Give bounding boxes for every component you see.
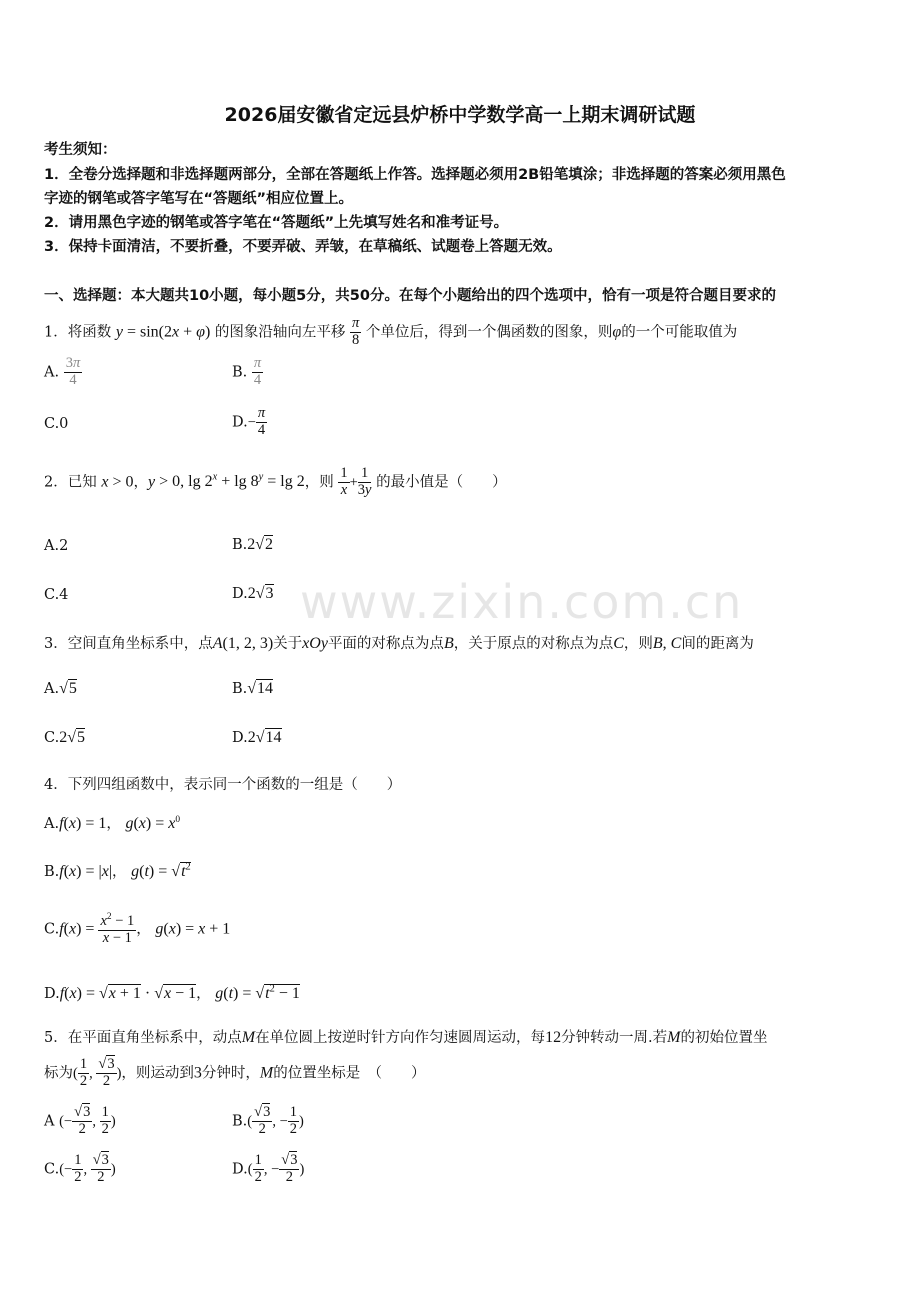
question-4-stem: 4．下列四组函数中，表示同一个函数的一组是（ ） [44, 777, 402, 793]
question-2-option-d: D.2√3 [232, 585, 274, 602]
question-1-option-d: D.− $\frac{\pi}{4}$ [232, 405, 266, 438]
question-5-option-d: D.( $\frac{1}{2}$ , − $\frac{√3}{2}$ ) [232, 1152, 305, 1185]
question-4-option-b: B.f(x) = |x|， $g(t) = √t^2$ [44, 861, 191, 880]
question-5-option-a: A (− $\frac{√3}{2}$ , $\frac{1}{2}$ ) [44, 1104, 116, 1137]
question-4-option-c: C.f(x) = $\frac{x^2 - 1}{x - 1}$ ， g(x) = x + 1 [44, 912, 231, 946]
question-3-option-a: A.√5 [44, 680, 77, 697]
question-1-option-b: B. $\frac{\pi}{4}$ [232, 355, 262, 388]
question-1-option-a: A. $\frac{3\pi}{4}$ [44, 355, 81, 388]
notice-heading: 考生须知： [44, 142, 117, 158]
question-3-option-c: C.2√5 [44, 729, 85, 746]
section-heading: 一、选择题：本大题共10小题，每小题5分，共50分。在每个小题给出的四个选项中，恰有一项是符合题目要求的 [44, 288, 776, 304]
question-4-option-d: D.f(x) = √x + 1 · √x − 1， $g(t) = √t^2 - 1$ [44, 983, 300, 1002]
question-3-option-d: D.2√14 [232, 729, 282, 746]
question-4-option-a: A.f(x) = 1， $g(x) = x^0$ [44, 815, 181, 832]
question-3-stem: 3．空间直角坐标系中，点A(1, 2, 3)关于xOy平面的对称点为点B，关于原点的对称点为点C，则B, C间的距离为 [44, 635, 754, 652]
fraction-pi-over-8: $\frac{\pi}{8}$ [352, 315, 360, 348]
question-2-option-c: C.4 [44, 587, 69, 603]
question-1-stem: 1．将函数 y = sin(2x + φ) 的图象沿轴向左平移 $\frac{\pi}{8}$ 个单位后，得到一个偶函数的图象，则φ的一个可能取值为 [44, 315, 738, 348]
question-2-stem: 2．已知 x > 0，y > 0, $\lg 2^x + \lg 8^y = \lg 2$，则 $\frac{1}{x}$ + $\frac{1}{3y}$ 的最小值是（ ） [44, 465, 507, 498]
page-title: 2026届安徽省定远县炉桥中学数学高一上期末调研试题 [224, 104, 696, 126]
question-1-option-c: C.0 [44, 416, 69, 432]
notice-item-1-line-2: 字迹的钢笔或答字笔写在“答题纸”相应位置上。 [44, 191, 354, 207]
notice-item-2: 2．请用黑色字迹的钢笔或答字笔在“答题纸”上先填写姓名和准考证号。 [44, 215, 509, 231]
watermark: www.zixin.com.cn [300, 575, 744, 629]
question-3-option-b: B.√14 [232, 680, 274, 697]
question-2-option-a: A.2 [44, 538, 69, 554]
question-5-option-c: C.(− $\frac{1}{2}$ , $\frac{√3}{2}$ ) [44, 1152, 116, 1185]
question-5-option-b: B.( $\frac{√3}{2}$ , − $\frac{1}{2}$ ) [232, 1104, 304, 1137]
question-2-option-b: B.2√2 [232, 536, 274, 553]
question-5-line-2: 标为( $\frac{1}{2}$ , $\frac{√3}{2}$ )，则运动到3分钟时，M的位置坐标是 （ ） [44, 1056, 426, 1089]
question-5-line-1: 5．在平面直角坐标系中，动点M在单位圆上按逆时针方向作匀速圆周运动，每12分钟转动一周.若M的初始位置坐 [44, 1029, 768, 1046]
notice-item-3: 3．保持卡面清洁，不要折叠，不要弄破、弄皱，在草稿纸、试题卷上答题无效。 [44, 239, 562, 255]
notice-item-1-line-1: 1．全卷分选择题和非选择题两部分，全部在答题纸上作答。选择题必须用2B铅笔填涂；非选择题的答案必须用黑色 [44, 167, 786, 183]
